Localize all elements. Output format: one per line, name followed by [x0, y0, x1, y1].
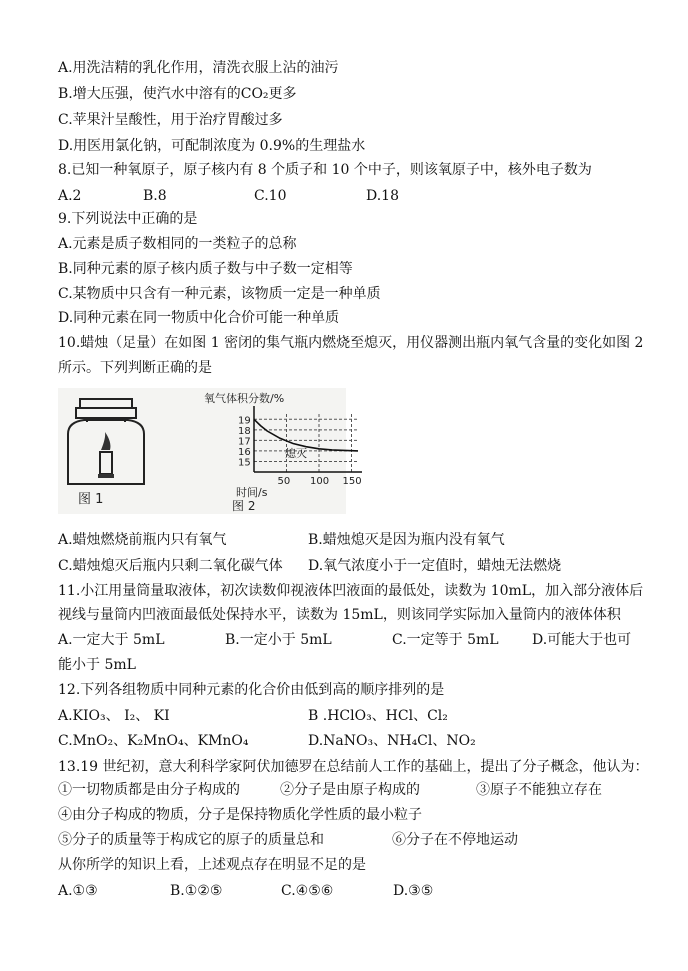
- q13-option-a: A.①③: [58, 883, 98, 899]
- x-tick-label: 150: [342, 476, 362, 487]
- figure-2-caption: 图 2: [232, 499, 256, 513]
- q9-option-c: C.某物质中只含有一种元素，该物质一定是一种单质: [58, 286, 381, 302]
- q10-option-c: C.蜡烛熄灭后瓶内只剩二氧化碳气体: [58, 558, 283, 574]
- q13-option-b: B.①②⑤: [170, 883, 223, 899]
- q12-option-c: C.MnO₂、K₂MnO₄、KMnO₄: [58, 733, 249, 749]
- q7-option-c: C.苹果汁呈酸性，用于治疗胃酸过多: [58, 112, 283, 128]
- q8-stem: 8.已知一种氧原子，原子核内有 8 个质子和 10 个中子，则该氧原子中，核外电子数为: [58, 162, 592, 178]
- q10-figure: [58, 388, 362, 514]
- q10-stem-line1: 10.蜡烛（足量）在如图 1 密闭的集气瓶内燃烧至熄灭，用仪器测出瓶内氧气含量的变化如图 2: [58, 335, 644, 351]
- y-tick-label: 15: [238, 457, 251, 469]
- q7-option-a: A.用洗洁精的乳化作用，清洗衣服上沾的油污: [58, 60, 339, 76]
- q11-option-d: D.可能大于也可: [532, 632, 632, 648]
- q11-option-a: A.一定大于 5mL: [58, 632, 165, 648]
- q11-option-b: B.一定小于 5mL: [225, 632, 332, 648]
- q13-option-c: C.④⑤⑥: [281, 883, 334, 899]
- y-tick-label: 19: [238, 415, 251, 427]
- q13-point-5: ⑤分子的质量等于构成它的原子的质量总和: [58, 832, 324, 848]
- q8-option-c: C.10: [254, 188, 287, 204]
- candle-icon: [98, 432, 114, 478]
- q12-stem: 12.下列各组物质中同种元素的化合价由低到高的顺序排列的是: [58, 682, 445, 698]
- q13-point-3: ③原子不能独立存在: [476, 782, 602, 798]
- q12-option-d: D.NaNO₃、NH₄Cl、NO₂: [308, 733, 476, 749]
- q9-stem: 9.下列说法中正确的是: [58, 211, 198, 227]
- q13-point-4: ④由分子构成的物质，分子是保持物质化学性质的最小粒子: [58, 807, 422, 823]
- q10-stem-line2: 所示。下列判断正确的是: [58, 360, 212, 376]
- x-axis-label: 时间/s: [236, 486, 268, 499]
- figure-1-caption: 图 1: [78, 492, 104, 507]
- chart-title: 氧气体积分数/%: [204, 392, 285, 405]
- curve-label: 熄灭: [285, 447, 307, 460]
- q11-stem-line1: 11.小江用量筒量取液体，初次读数仰视液体凹液面的最低处，读数为 10mL，加入部分液体后: [58, 583, 644, 599]
- q13-question: 从你所学的知识上看，上述观点存在明显不足的是: [58, 857, 366, 873]
- q10-option-d: D.氧气浓度小于一定值时，蜡烛无法燃烧: [308, 558, 562, 574]
- q10-option-b: B.蜡烛熄灭是因为瓶内没有氧气: [308, 532, 505, 548]
- q13-option-d: D.③⑤: [393, 883, 434, 899]
- q13-stem: 13.19 世纪初，意大利科学家阿伏加德罗在总结前人工作的基础上，提出了分子概念，他认为：: [58, 759, 649, 775]
- q9-option-d: D.同种元素在同一物质中化合价可能一种单质: [58, 310, 340, 326]
- q7-option-b: B.增大压强，使汽水中溶有的CO₂更多: [58, 86, 297, 102]
- q13-point-1: ①一切物质都是由分子构成的: [58, 782, 240, 798]
- q11-stem-line2: 视线与量筒内凹液面最低处保持水平，读数为 15mL，则该同学实际加入量筒内的液体体积: [58, 607, 621, 623]
- x-tick-label: 50: [277, 476, 291, 487]
- q10-option-a: A.蜡烛燃烧前瓶内只有氧气: [58, 532, 227, 548]
- y-tick-label: 16: [238, 446, 251, 458]
- figure-1-jar: [68, 399, 144, 484]
- q9-option-b: B.同种元素的原子核内质子数与中子数一定相等: [58, 261, 353, 277]
- q8-option-d: D.18: [366, 188, 399, 204]
- q8-option-a: A.2: [58, 188, 82, 204]
- y-tick-label: 17: [238, 436, 251, 448]
- q7-option-d: D.用医用氯化钠，可配制浓度为 0.9%的生理盐水: [58, 138, 366, 154]
- q8-option-b: B.8: [143, 188, 167, 204]
- q9-option-a: A.元素是质子数相同的一类粒子的总称: [58, 236, 297, 252]
- q11-option-d-continued: 能小于 5mL: [58, 657, 136, 673]
- q12-option-b: B .HClO₃、HCl、Cl₂: [308, 708, 448, 724]
- q11-option-c: C.一定等于 5mL: [392, 632, 499, 648]
- y-tick-label: 18: [238, 425, 251, 437]
- q12-option-a: A.KIO₃、 I₂、 KI: [58, 708, 170, 724]
- q13-point-2: ②分子是由原子构成的: [280, 782, 420, 798]
- q13-point-6: ⑥分子在不停地运动: [392, 832, 518, 848]
- x-tick-label: 100: [310, 476, 330, 487]
